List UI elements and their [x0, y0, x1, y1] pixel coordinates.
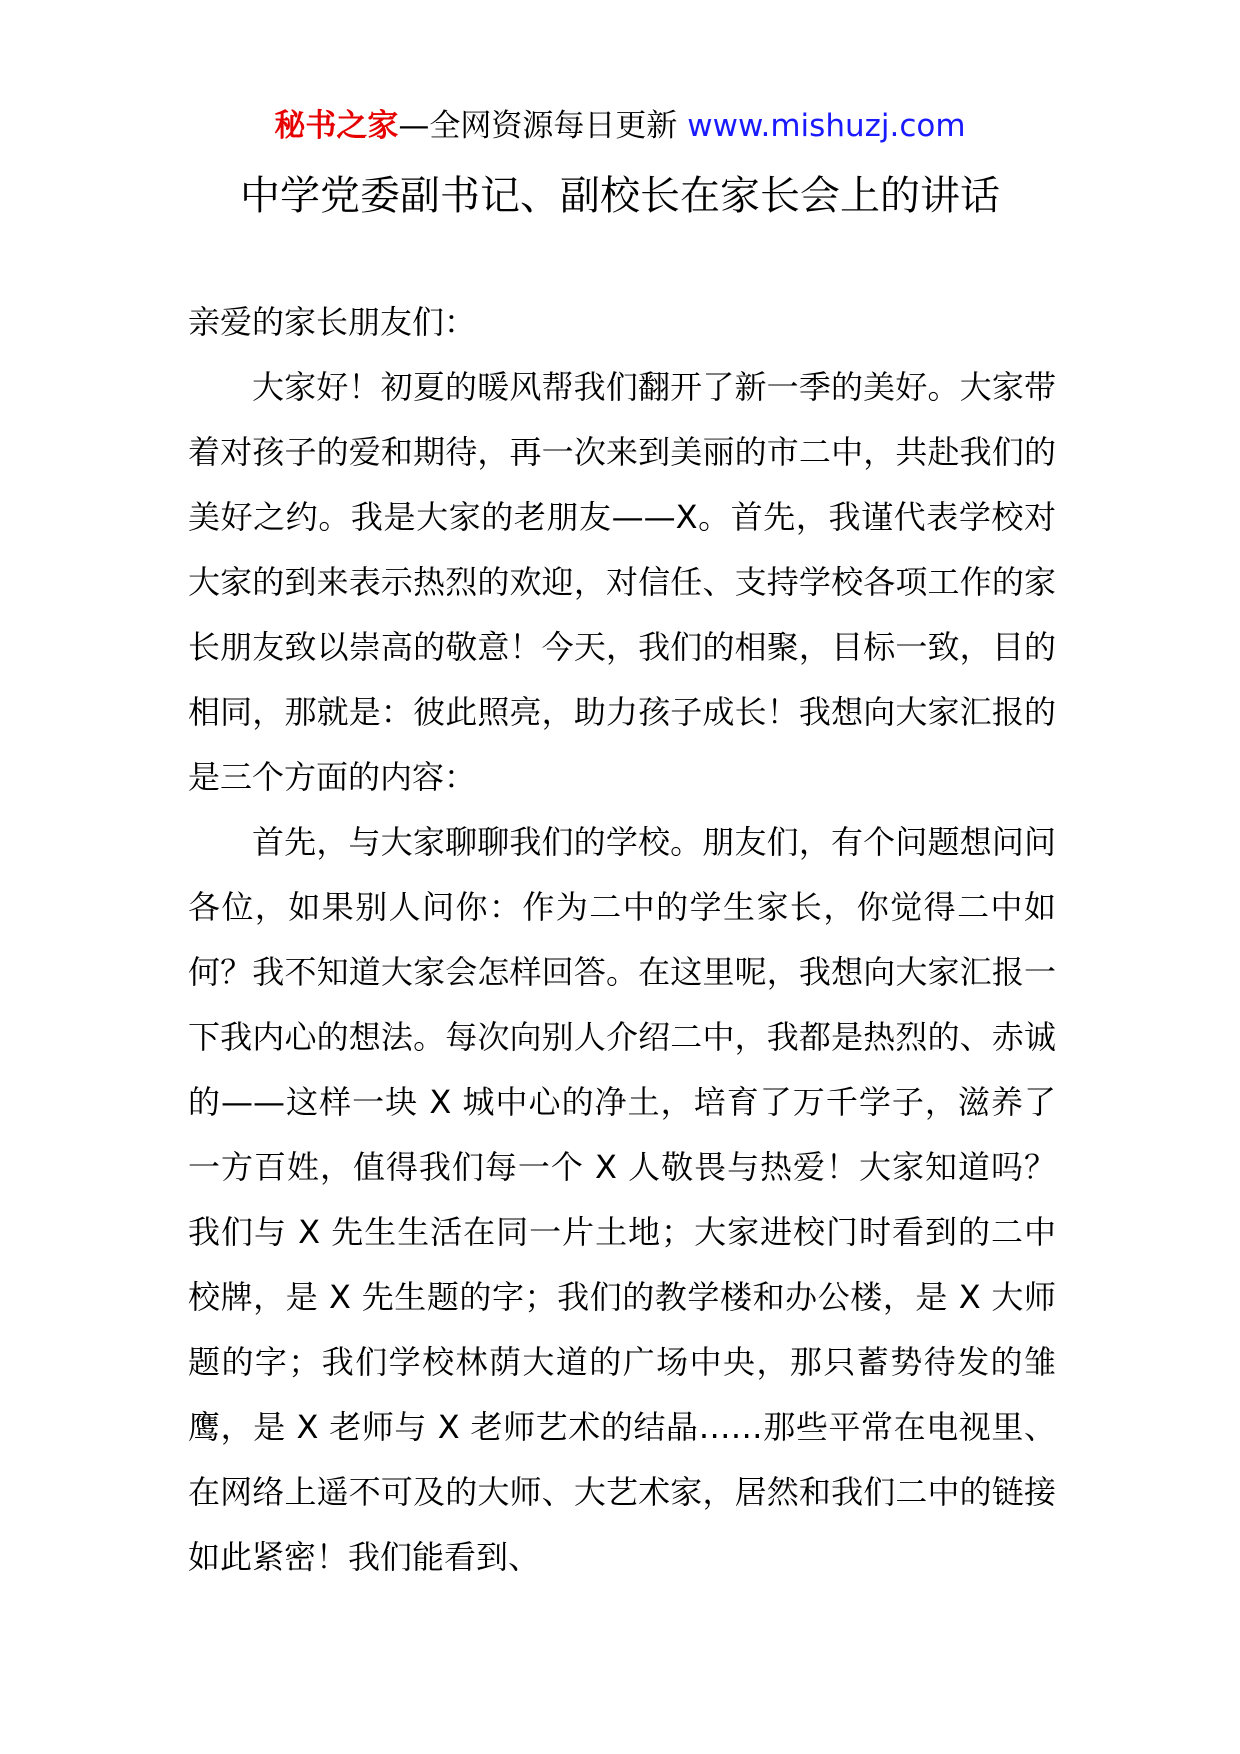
document-title: 中学党委副书记、副校长在家长会上的讲话 [240, 173, 1000, 219]
brand-name: 秘书之家 [274, 108, 399, 144]
document-body [188, 290, 1056, 1590]
salutation: 亲爱的家长朋友们： [188, 303, 477, 341]
site-header [0, 104, 1240, 148]
site-tagline: —全网资源每日更新 [398, 108, 678, 144]
site-url-link[interactable]: www.mishuzj.com [687, 108, 966, 144]
paragraph-greeting: 大家好！初夏的暖风帮我们翻开了新一季的美好。大家带着对孩子的爱和期待，再一次来到美丽的市二中，共赴我们的美好之约。我是大家的老朋友——X。首先，我谨代表学校对大家的到来表示热烈的欢迎，对信任、支持学校各项工作的家长朋友致以崇高的敬意！今天，我们的相聚，目标一致，目的相同，那就是：彼此照亮，助力孩子成长！我想向大家汇报的是三个方面的内容： [188, 368, 1056, 796]
paragraph-school-intro: 首先，与大家聊聊我们的学校。朋友们，有个问题想问问各位，如果别人问你：作为二中的学生家长，你觉得二中如何？我不知道大家会怎样回答。在这里呢，我想向大家汇报一下我内心的想法。每次向别人介绍二中，我都是热烈的、赤诚的——这样一块 X 城中心的净土，培育了万千学子，滋养了一方百姓，值得我们每一个 X 人敬畏与热爱！大家知道吗？我们与 X 先生生活在同一片土地；大家进校门时看到的二中校牌，是 X 先生题的字；我们的教学楼和办公楼，是 X 大师题的字；我们学校林荫大道的广场中央，那只蓄势待发的雏鹰，是 X 老师与 X 老师艺术的结晶……那些平常在电视里、在网络上遥不可及的大师、大艺术家，居然和我们二中的链接如此紧密！我们能看到、 [188, 823, 1056, 1576]
